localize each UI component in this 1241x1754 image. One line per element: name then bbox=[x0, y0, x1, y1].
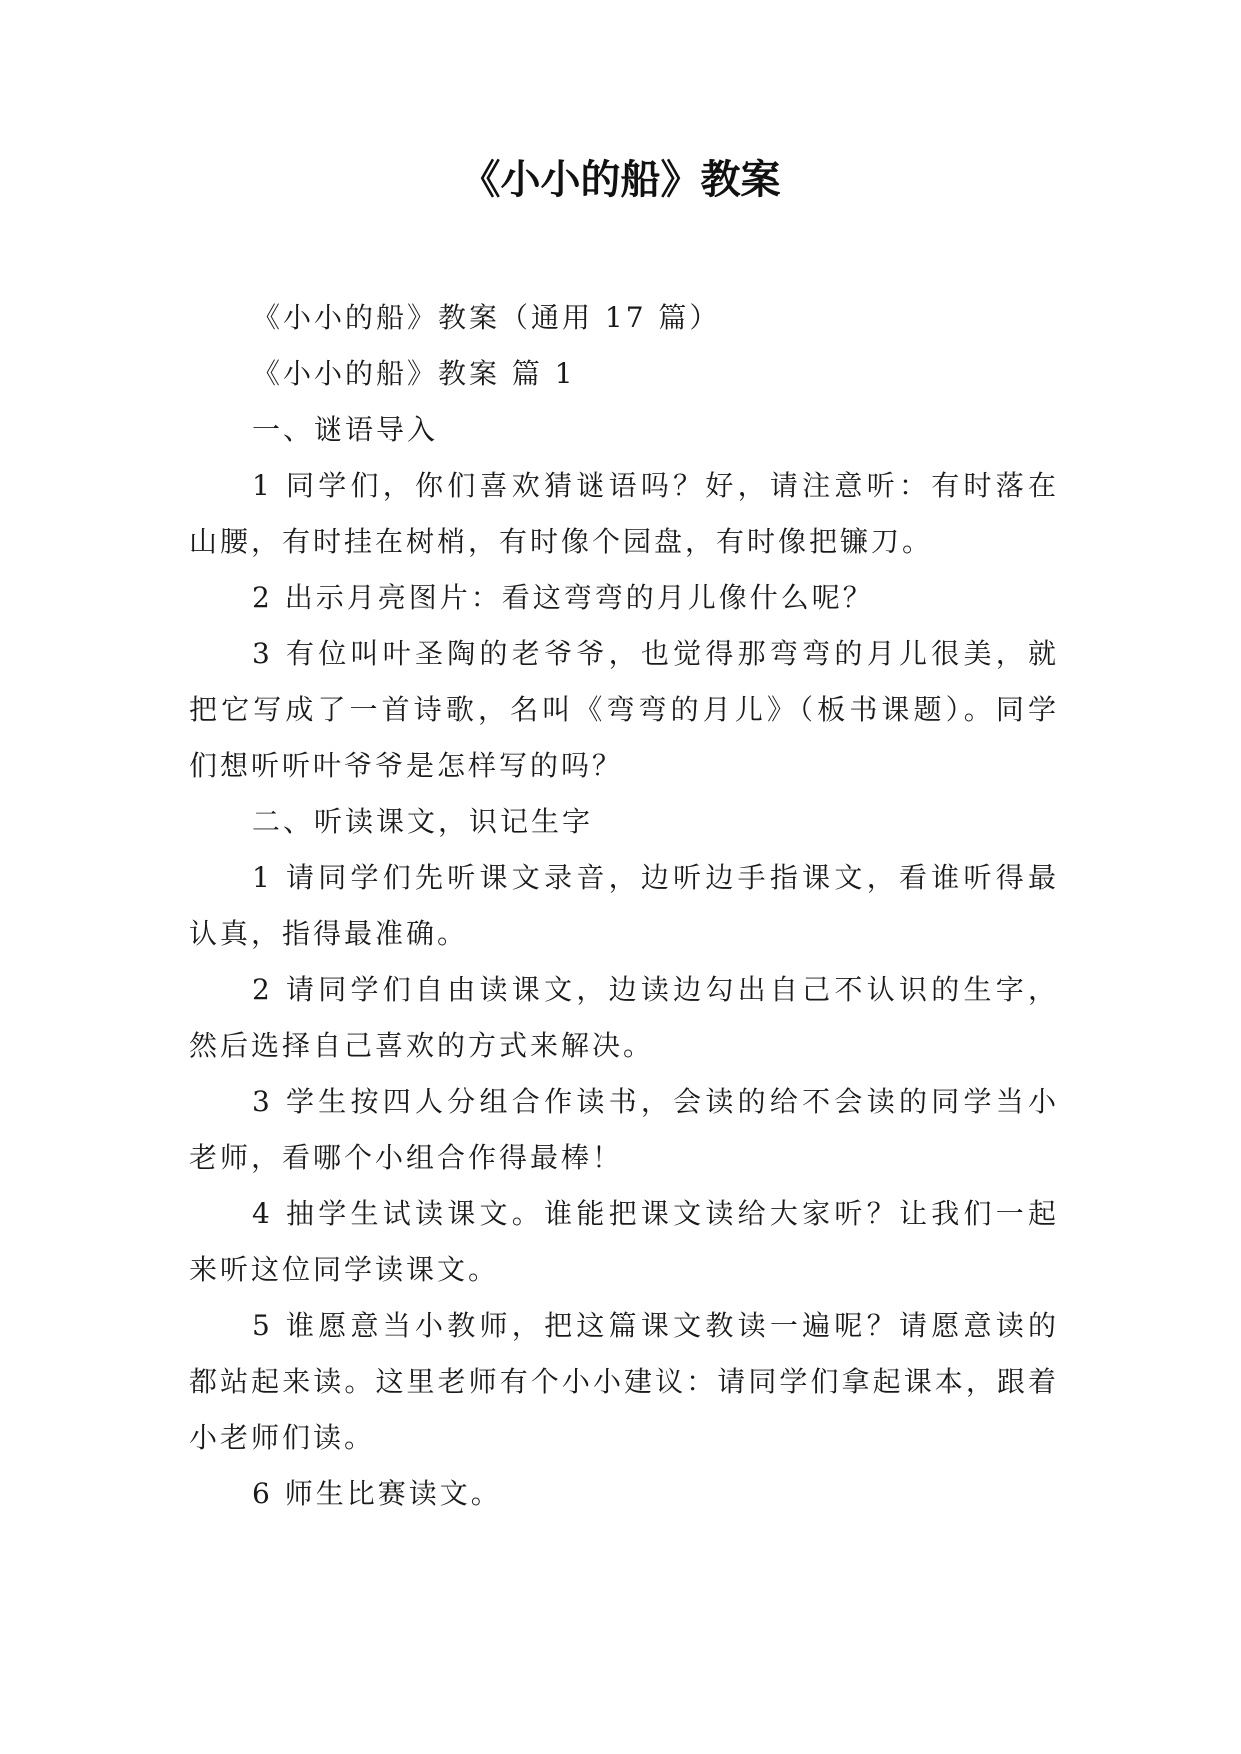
paragraph-step-6: 6 师生比赛读文。 bbox=[252, 1477, 502, 1510]
paragraph-section-heading: 《小小的船》教案 篇 1 bbox=[252, 357, 576, 390]
paragraph-heading-riddle-intro: 一、谜语导入 bbox=[252, 413, 439, 446]
paragraph-heading-listen-read: 二、听读课文，识记生字 bbox=[252, 805, 594, 838]
paragraph-item-3: 3 有位叫叶圣陶的老爷爷，也觉得那弯弯的月儿很美，就把它写成了一首诗歌，名叫《弯弯的月儿》（板书课题）。同学们想听听叶爷爷是怎样写的吗？ bbox=[189, 637, 1059, 782]
paragraph-subtitle: 《小小的船》教案（通用 17 篇） bbox=[252, 301, 721, 334]
paragraph-item-2: 2 出示月亮图片：看这弯弯的月儿像什么呢？ bbox=[252, 581, 874, 614]
paragraph-step-1: 1 请同学们先听课文录音，边听边手指课文，看谁听得最认真，指得最准确。 bbox=[189, 861, 1059, 950]
paragraph-step-2: 2 请同学们自由读课文，边读边勾出自己不认识的生字，然后选择自己喜欢的方式来解决。 bbox=[189, 973, 1059, 1062]
paragraph-step-5: 5 谁愿意当小教师，把这篇课文教读一遍呢？请愿意读的都站起来读。这里老师有个小小建议：请同学们拿起课本，跟着小老师们读。 bbox=[189, 1309, 1059, 1454]
document-body bbox=[189, 290, 1059, 1522]
paragraph-step-4: 4 抽学生试读课文。谁能把课文读给大家听？让我们一起来听这位同学读课文。 bbox=[189, 1197, 1059, 1286]
paragraph-step-3: 3 学生按四人分组合作读书，会读的给不会读的同学当小老师，看哪个小组合作得最棒！ bbox=[189, 1085, 1059, 1174]
paragraph-item-1: 1 同学们，你们喜欢猜谜语吗？好，请注意听：有时落在山腰，有时挂在树梢，有时像个园盘，有时像把镰刀。 bbox=[189, 469, 1059, 558]
document-title: 《小小的船》教案 bbox=[460, 157, 781, 203]
